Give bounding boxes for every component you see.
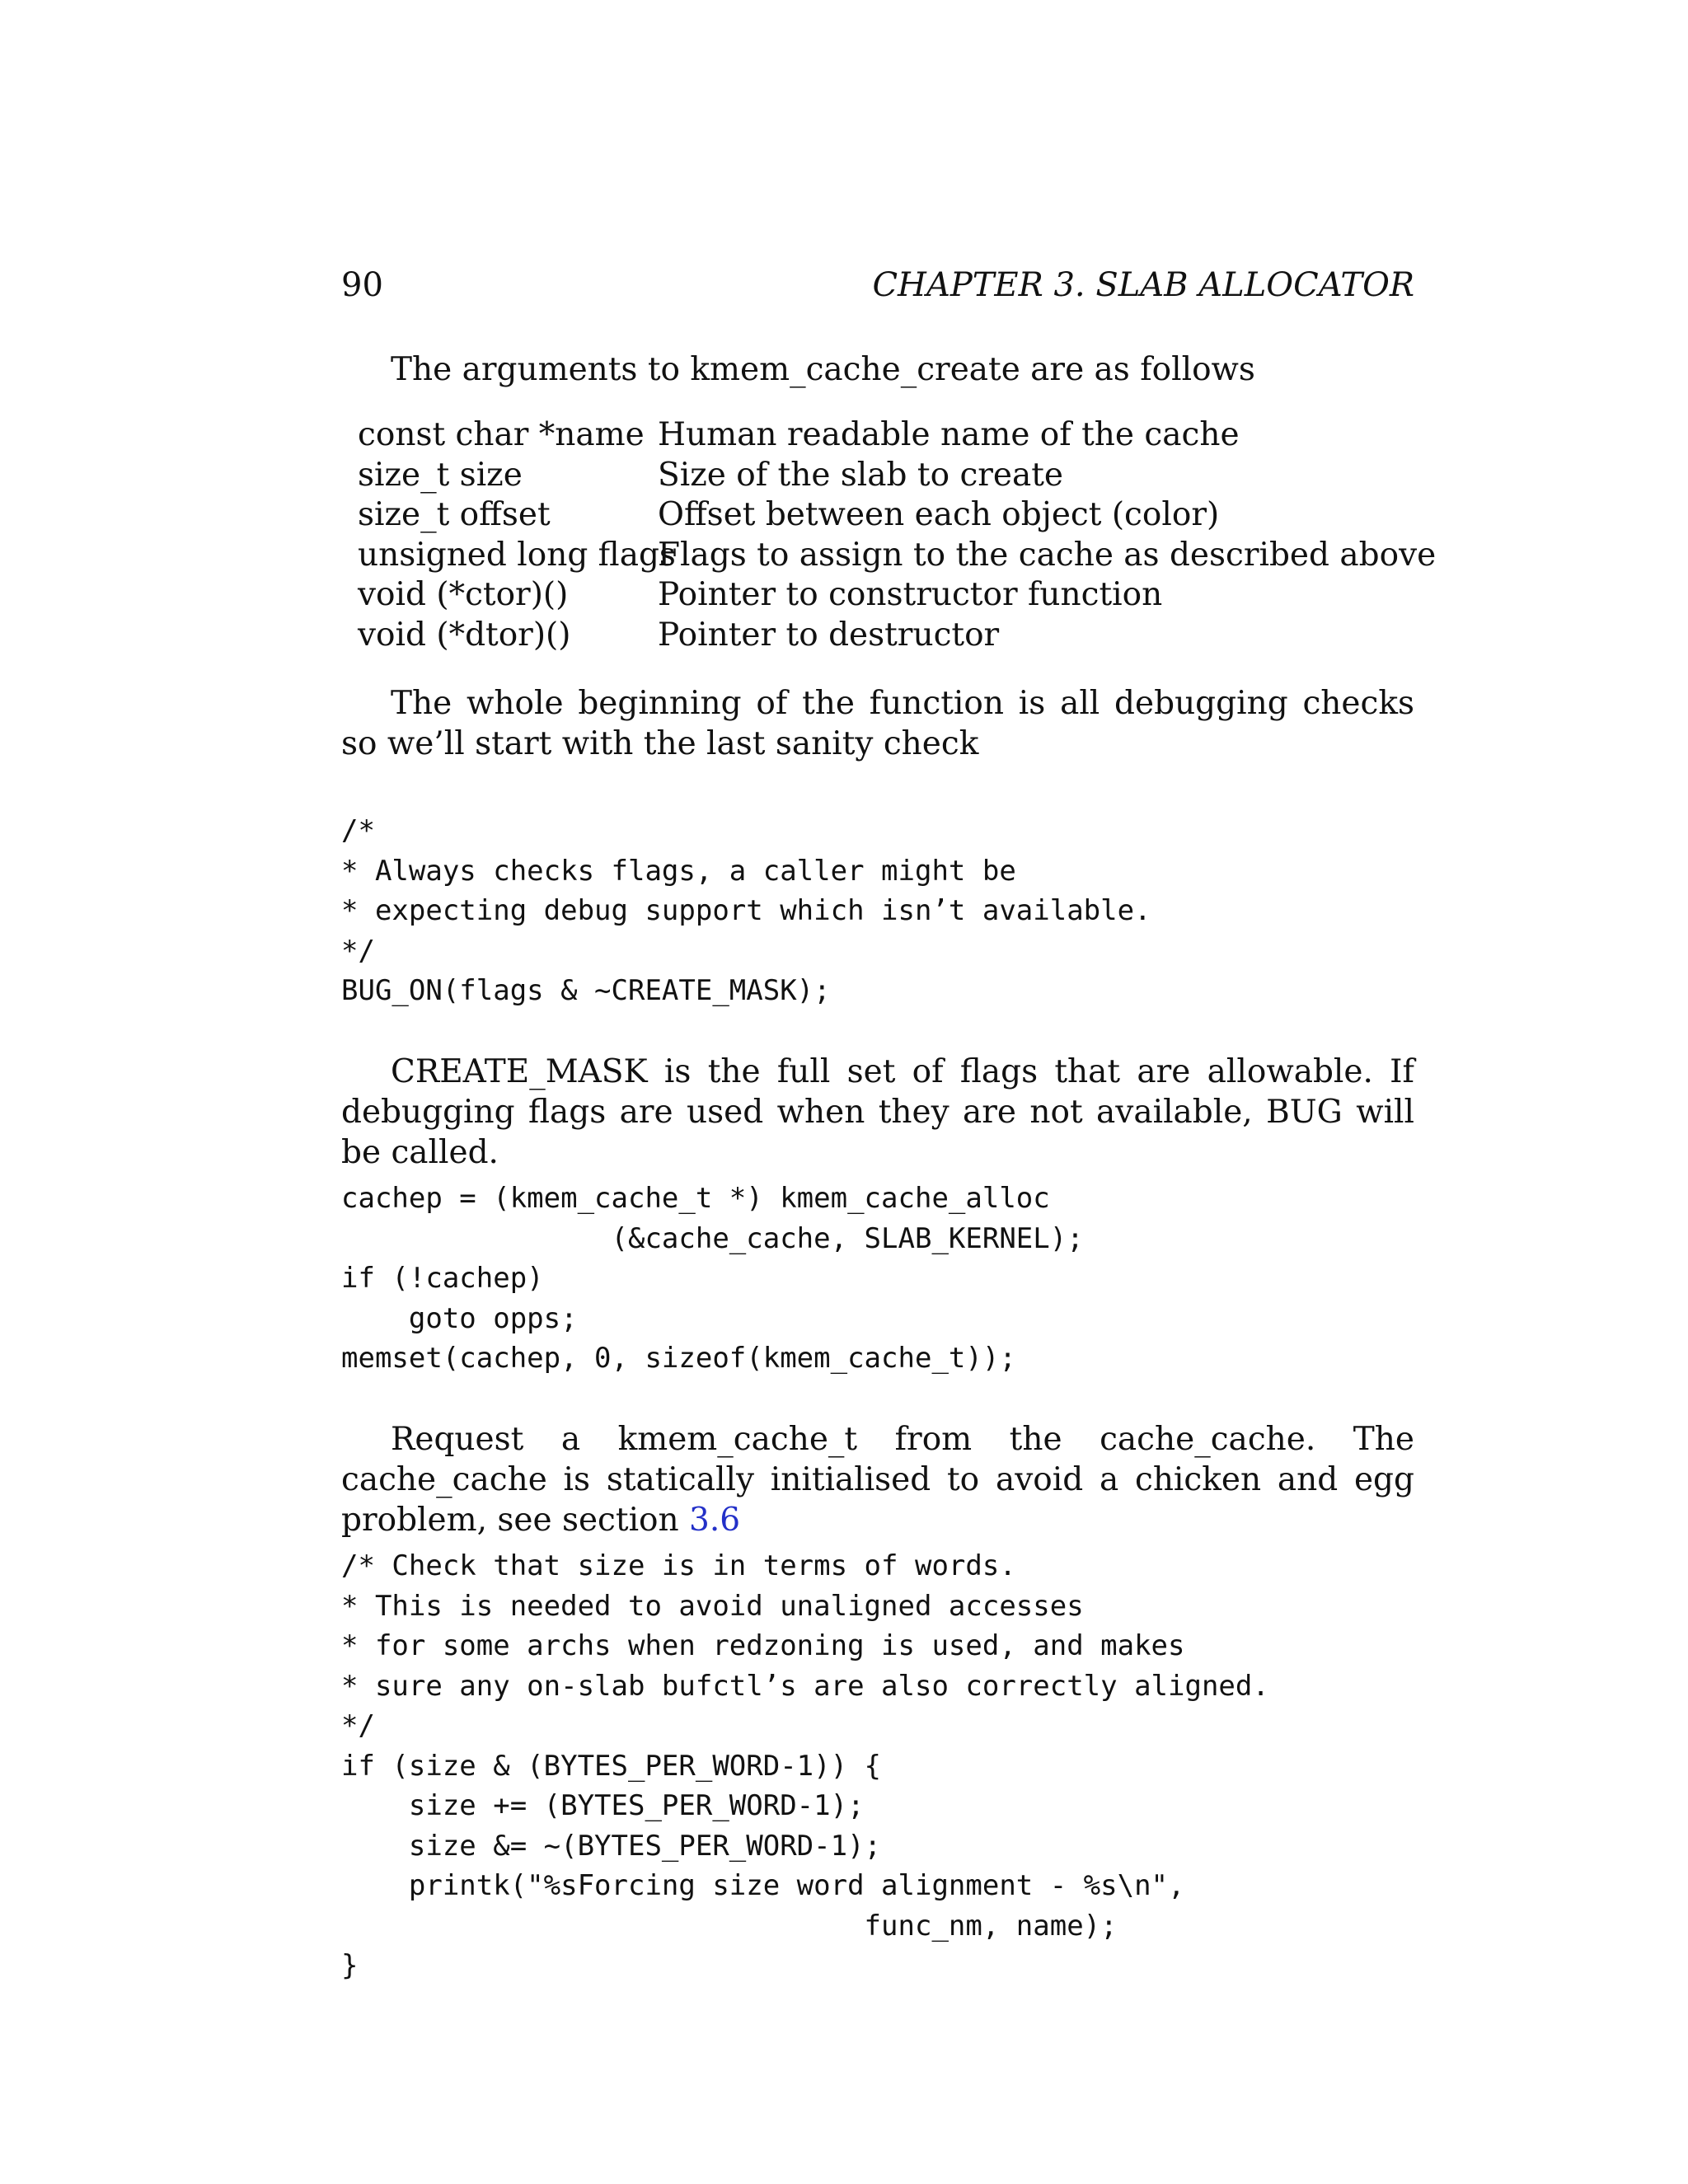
argument-row [358,575,1436,616]
document-page [341,0,1437,2184]
argument-description: Pointer to constructor function [658,576,1163,613]
code-block-flags-check: /* * Always checks flags, a caller might be * expecting debug support which isn’t available. */ BUG_ON(flags & ~CREATE_MASK); [341,814,1151,1007]
argument-row [358,536,1436,576]
page-number: 90 [341,266,383,304]
running-title: CHAPTER 3. SLAB ALLOCATOR [872,266,1414,304]
argument-description: Human readable name of the cache [658,416,1240,453]
argument-name: size_t size [358,456,523,494]
argument-description: Offset between each object (color) [658,496,1220,533]
argument-row [358,616,1436,656]
argument-name: unsigned long flags [358,536,676,574]
intro-paragraph: The arguments to kmem_cache_create are as follows [391,351,1255,388]
argument-row [358,415,1436,456]
body-paragraph: CREATE_MASK is the full set of flags that are allowable. If debugging flags are used when they are not available, BUG will be called. [341,1053,1414,1171]
argument-description: Flags to assign to the cache as described above [658,536,1437,574]
code-block-cache-alloc: cachep = (kmem_cache_t *) kmem_cache_alloc (&cache_cache, SLAB_KERNEL); if (!cachep) goto opps; memset(cachep, 0, sizeof(kmem_cache_t)); [341,1182,1084,1375]
paragraph-text: Request a kmem_cache_t from the cache_cache. The cache_cache is statically initialised to avoid a chicken and egg problem, see section [341,1421,1414,1539]
argument-row [358,456,1436,496]
argument-description: Pointer to destructor [658,616,1000,654]
argument-name: void (*ctor)() [358,576,569,613]
code-block-size-alignment: /* Check that size is in terms of words. * This is needed to avoid unaligned accesses * for some archs when redzoning is used, and makes * sure any on-slab bufctl’s are also correctly aligned. */ if (size & (BYTES_PER_WORD-1)) { size += (BYTES_PER_WORD-1); size &= ~(BYTES_PER_WORD-1); printk("%sForcing size word alignment - %s\n", func_nm, name); } [341,1549,1269,1982]
argument-name: size_t offset [358,496,551,533]
section-reference-link[interactable]: 3.6 [689,1502,741,1539]
body-paragraph: The whole beginning of the function is all debugging checks so we’ll start with the last sanity check [341,685,1414,762]
body-paragraph [341,1419,1414,1540]
arguments-table [358,415,1436,655]
argument-name: const char *name [358,416,645,453]
argument-row [358,495,1436,536]
page-header [341,262,1414,308]
argument-description: Size of the slab to create [658,456,1064,494]
argument-name: void (*dtor)() [358,616,571,654]
